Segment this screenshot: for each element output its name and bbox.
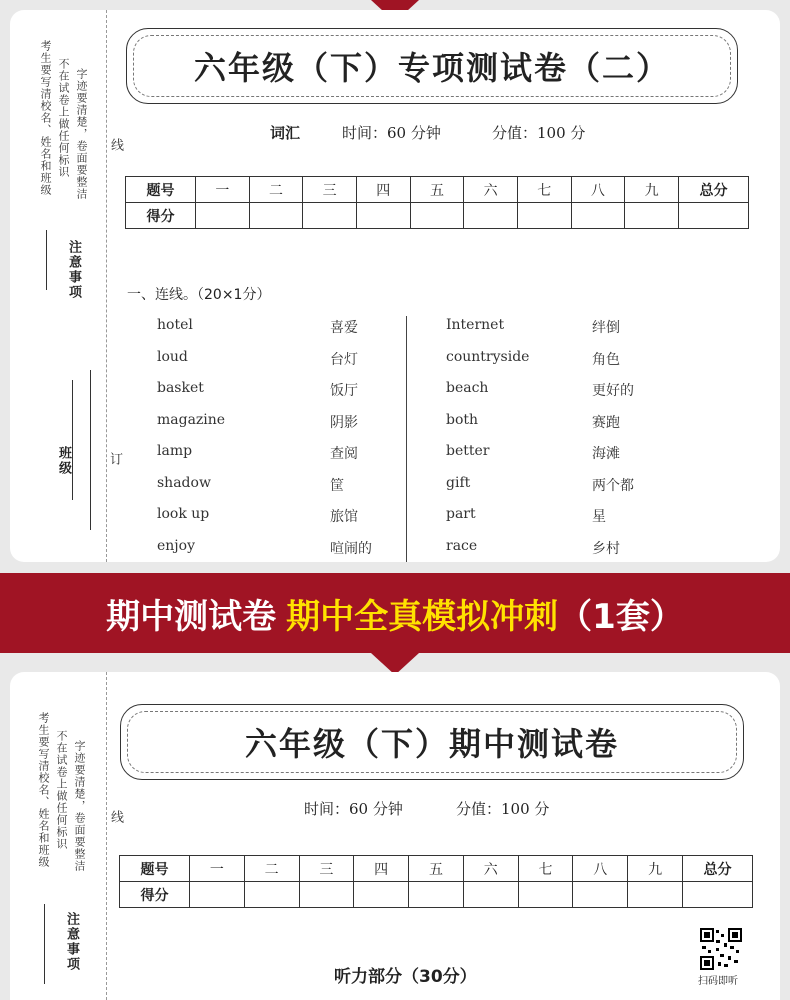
side-xian: 线 bbox=[108, 138, 123, 152]
side-xian: 线 bbox=[108, 810, 123, 824]
cell-2: 二 bbox=[249, 177, 303, 203]
cell-4: 四 bbox=[354, 856, 409, 882]
side-note-3: 字迹要清楚，卷面要整洁 bbox=[75, 68, 88, 200]
cell-9: 九 bbox=[625, 177, 679, 203]
score-table bbox=[119, 855, 753, 908]
side-divider bbox=[46, 230, 47, 290]
right-meaning: 绊倒 bbox=[592, 320, 620, 336]
left-meaning: 旅馆 bbox=[330, 509, 358, 525]
banner-white-text: 期中测试卷 bbox=[106, 596, 277, 637]
right-meaning: 海滩 bbox=[592, 446, 620, 462]
left-word: enjoy bbox=[157, 537, 195, 554]
name-line bbox=[90, 370, 91, 530]
score-cell bbox=[244, 882, 299, 908]
right-meaning: 更好的 bbox=[592, 383, 634, 399]
left-meaning: 阴影 bbox=[330, 414, 358, 431]
score-cell bbox=[356, 203, 410, 229]
sub-category: 词汇 bbox=[270, 124, 301, 142]
left-meaning: 饭厅 bbox=[330, 383, 358, 399]
section-matching: 一、连线。（20×1分） bbox=[127, 287, 271, 303]
right-word: countryside bbox=[446, 348, 530, 365]
binding-line bbox=[106, 10, 107, 562]
cell-defen: 得分 bbox=[126, 203, 196, 229]
cell-total: 总分 bbox=[683, 856, 753, 882]
cell-total: 总分 bbox=[679, 177, 749, 203]
score-cell bbox=[517, 203, 571, 229]
left-word: loud bbox=[157, 348, 188, 365]
left-meaning: 喧闹的 bbox=[330, 540, 372, 557]
score-cell bbox=[249, 203, 303, 229]
score-cell bbox=[190, 882, 245, 908]
page-title: 六年级（下）期中测试卷 bbox=[244, 725, 619, 763]
score-cell bbox=[410, 203, 464, 229]
score-label: 分值：100 分 bbox=[456, 800, 550, 818]
side-ding: 订 bbox=[107, 452, 122, 466]
column-divider bbox=[406, 316, 407, 562]
left-meaning: 筐 bbox=[330, 477, 344, 494]
side-note-2: 不在试卷上做任何标识 bbox=[57, 58, 70, 178]
title-frame bbox=[120, 704, 744, 780]
exam-card-1 bbox=[10, 10, 780, 562]
score-cell bbox=[518, 882, 573, 908]
cell-7: 七 bbox=[517, 177, 571, 203]
right-meaning: 两个都 bbox=[592, 477, 634, 494]
class-line bbox=[72, 380, 73, 500]
cell-6: 六 bbox=[463, 856, 518, 882]
score-cell bbox=[354, 882, 409, 908]
cell-1: 一 bbox=[196, 177, 250, 203]
score-cell bbox=[628, 882, 683, 908]
left-meaning: 台灯 bbox=[330, 351, 358, 368]
cell-9: 九 bbox=[628, 856, 683, 882]
right-meaning: 赛跑 bbox=[592, 414, 620, 431]
exam-card-2 bbox=[10, 672, 780, 1000]
side-class-label: 班级 bbox=[56, 446, 71, 476]
score-table-score-row bbox=[126, 203, 749, 229]
score-cell bbox=[409, 882, 464, 908]
cell-3: 三 bbox=[299, 856, 354, 882]
left-word: lamp bbox=[157, 443, 193, 459]
right-word: better bbox=[446, 443, 490, 459]
left-word: look up bbox=[157, 506, 210, 522]
cell-5: 五 bbox=[410, 177, 464, 203]
score-cell bbox=[299, 882, 354, 908]
right-meaning: 角色 bbox=[592, 351, 620, 368]
qr-code-icon[interactable] bbox=[700, 928, 742, 970]
score-cell bbox=[679, 203, 749, 229]
right-meaning: 乡村 bbox=[592, 540, 620, 557]
cell-3: 三 bbox=[303, 177, 357, 203]
side-note-1: 考生要写清校名、姓名和班级 bbox=[39, 40, 52, 196]
binding-line bbox=[106, 672, 107, 1000]
cell-4: 四 bbox=[356, 177, 410, 203]
score-table bbox=[125, 176, 749, 229]
score-cell bbox=[196, 203, 250, 229]
section-listening: 听力部分（30分） bbox=[334, 967, 477, 987]
score-cell bbox=[625, 203, 679, 229]
banner-yellow-text: 期中全真模拟冲刺 bbox=[286, 596, 559, 637]
score-cell bbox=[571, 203, 625, 229]
promo-banner bbox=[0, 573, 790, 653]
right-meaning: 星 bbox=[592, 509, 606, 525]
side-heading: 注意事项 bbox=[66, 240, 81, 300]
score-cell bbox=[464, 203, 518, 229]
left-word: shadow bbox=[157, 474, 211, 491]
time-label: 时间：60 分钟 bbox=[342, 124, 441, 142]
right-word: race bbox=[446, 537, 478, 554]
score-cell bbox=[573, 882, 628, 908]
cell-1: 一 bbox=[190, 856, 245, 882]
left-meaning: 喜爱 bbox=[330, 320, 358, 336]
cell-defen: 得分 bbox=[120, 882, 190, 908]
side-note-3: 字迹要清楚，卷面要整洁 bbox=[73, 740, 86, 872]
left-word: magazine bbox=[157, 411, 226, 428]
score-label: 分值：100 分 bbox=[492, 124, 586, 142]
side-note-1: 考生要写清校名、姓名和班级 bbox=[37, 712, 50, 868]
cell-8: 八 bbox=[573, 856, 628, 882]
right-word: beach bbox=[446, 380, 489, 396]
left-word: basket bbox=[157, 380, 204, 396]
left-meaning: 查阅 bbox=[330, 446, 358, 462]
score-table-header-row bbox=[126, 177, 749, 203]
cell-tihao: 题号 bbox=[120, 856, 190, 882]
page-title: 六年级（下）专项测试卷（二） bbox=[193, 49, 670, 87]
cell-8: 八 bbox=[571, 177, 625, 203]
title-frame bbox=[126, 28, 738, 104]
right-word: both bbox=[446, 411, 479, 428]
qr-caption: 扫码即听 bbox=[698, 976, 738, 987]
score-cell bbox=[303, 203, 357, 229]
cell-7: 七 bbox=[518, 856, 573, 882]
time-label: 时间：60 分钟 bbox=[304, 800, 403, 818]
score-cell bbox=[683, 882, 753, 908]
score-table-header-row bbox=[120, 856, 753, 882]
side-heading: 注意事项 bbox=[64, 912, 79, 972]
right-word: part bbox=[446, 506, 476, 522]
side-divider bbox=[44, 904, 45, 984]
cell-2: 二 bbox=[244, 856, 299, 882]
cell-5: 五 bbox=[409, 856, 464, 882]
banner-suffix: （1套） bbox=[558, 596, 684, 637]
cell-tihao: 题号 bbox=[126, 177, 196, 203]
score-cell bbox=[463, 882, 518, 908]
cell-6: 六 bbox=[464, 177, 518, 203]
left-word: hotel bbox=[157, 317, 193, 333]
right-word: gift bbox=[446, 474, 471, 491]
side-note-2: 不在试卷上做任何标识 bbox=[55, 730, 68, 850]
score-table-score-row bbox=[120, 882, 753, 908]
right-word: Internet bbox=[446, 317, 505, 333]
